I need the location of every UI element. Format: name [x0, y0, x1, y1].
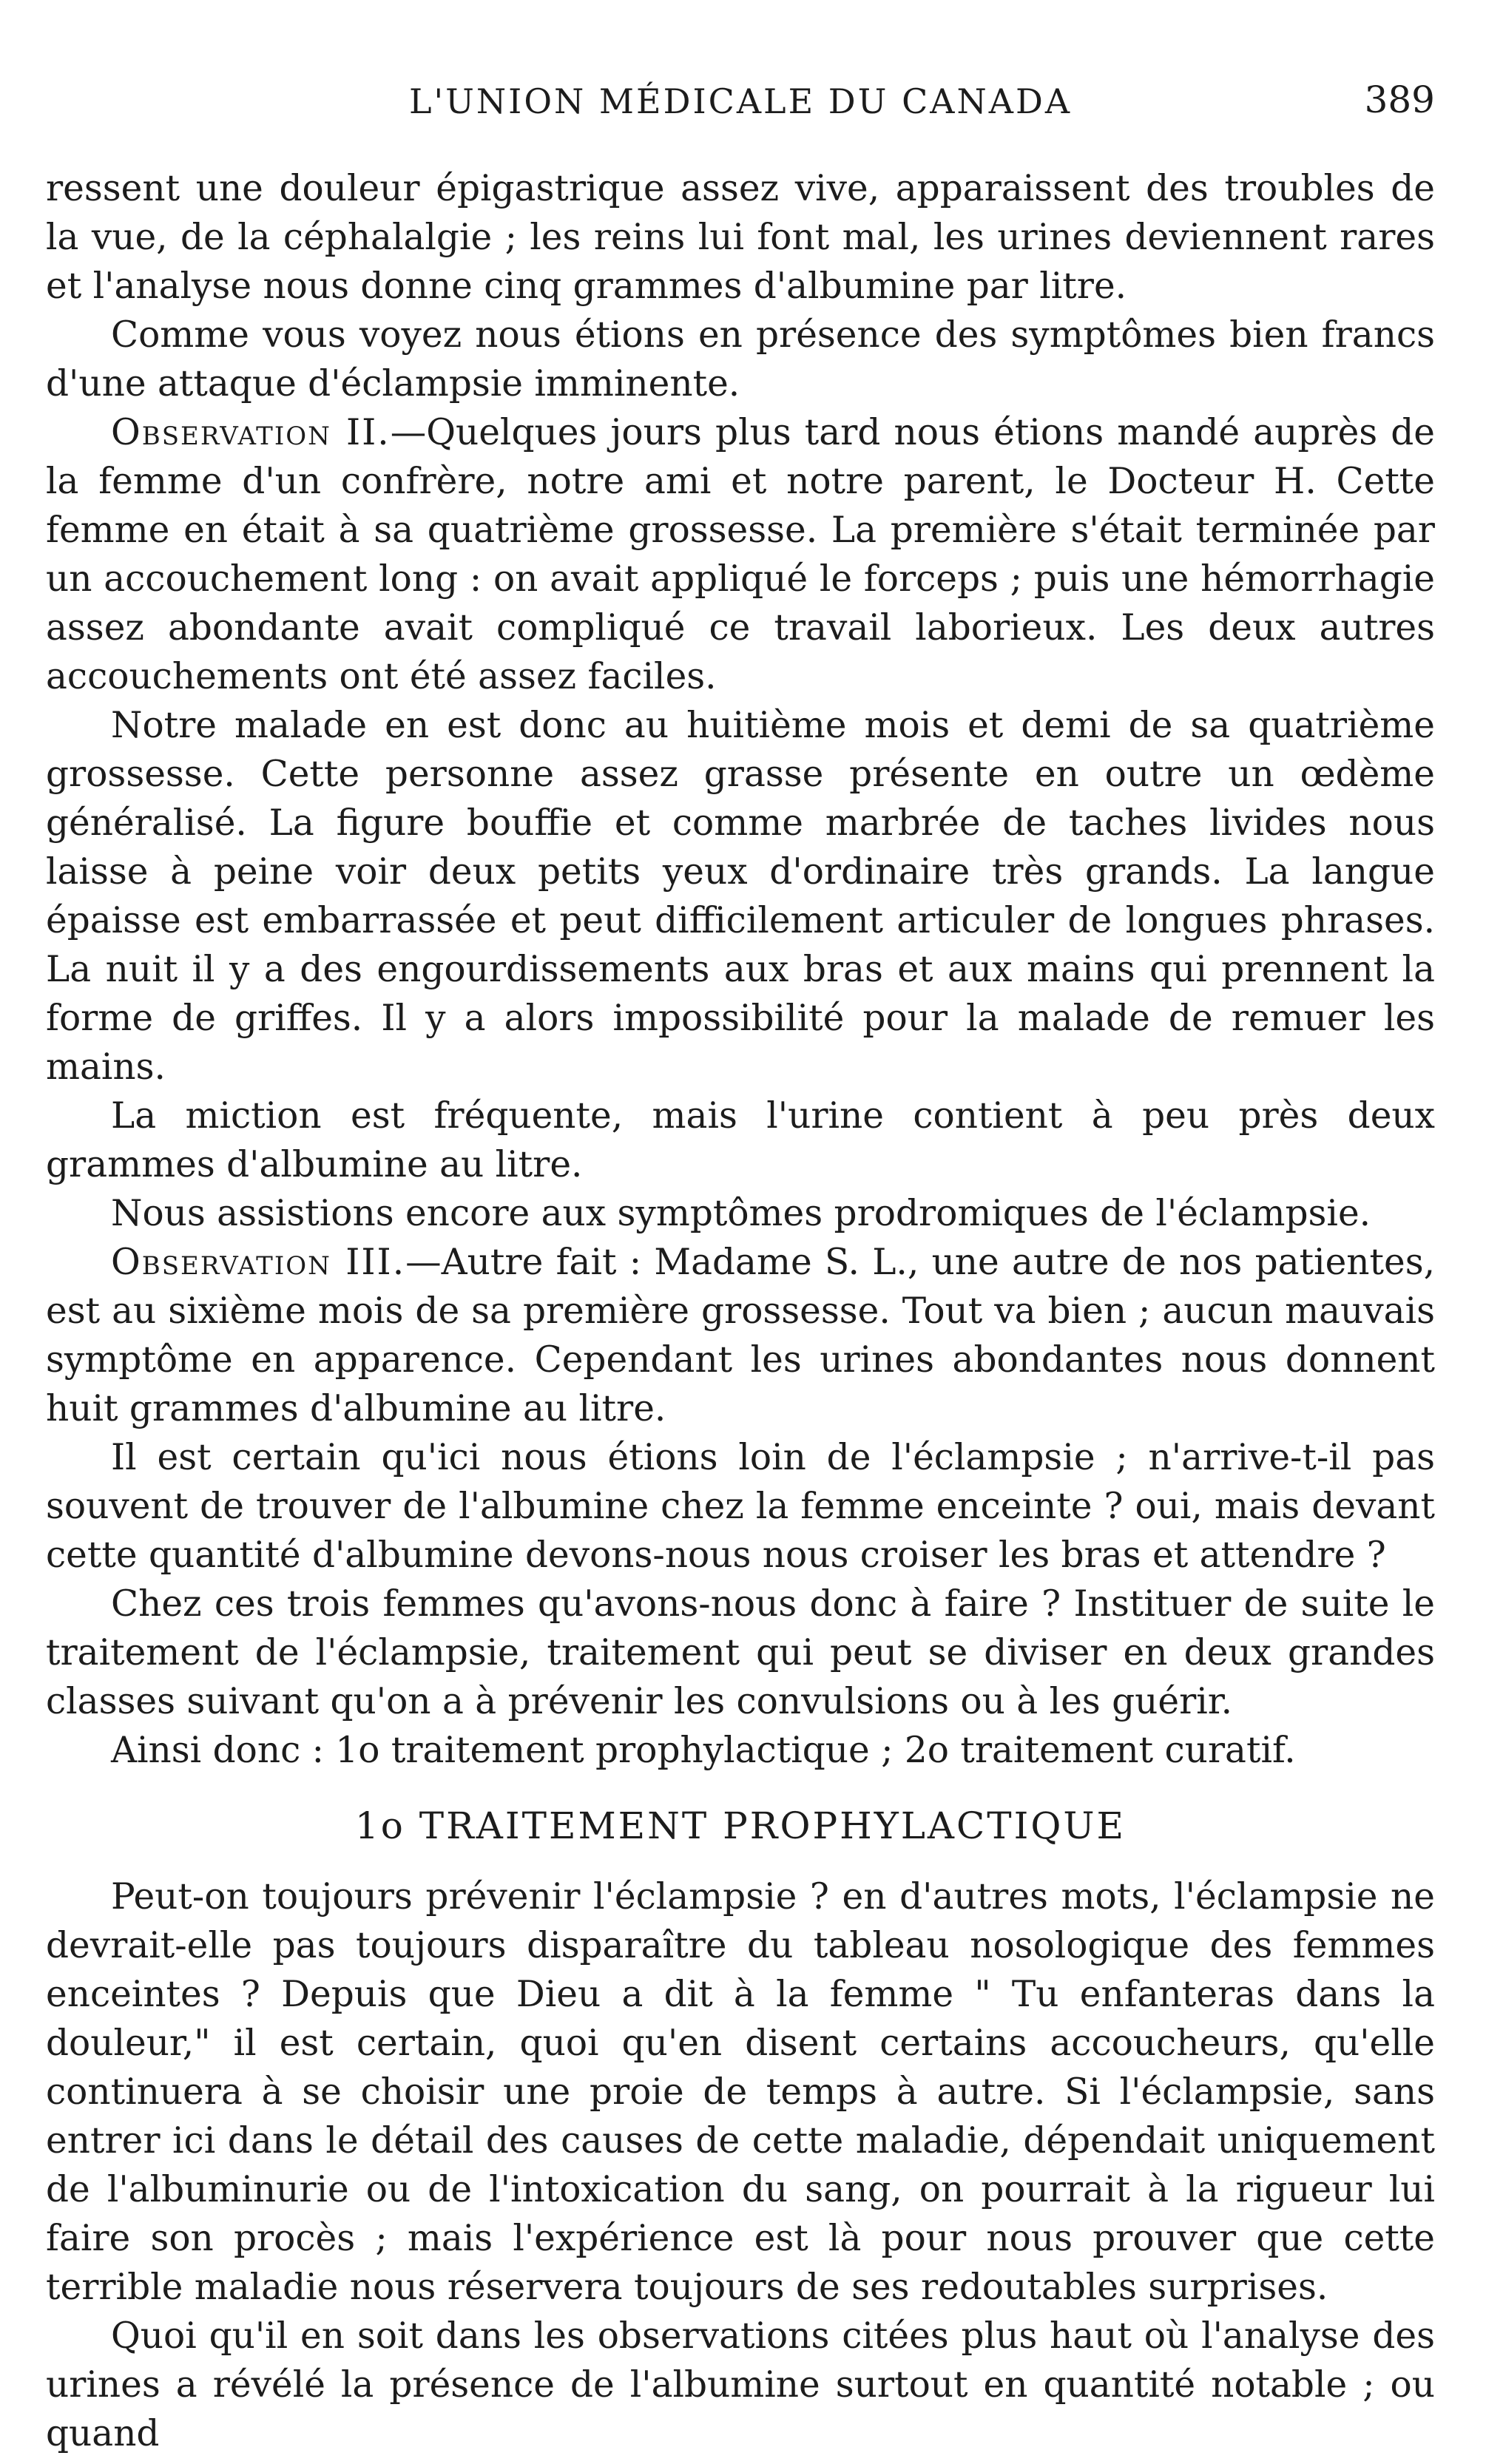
- observation-paragraph: [46, 408, 1435, 701]
- paragraph: Il est certain qu'ici nous étions loin de l'éclampsie ; n'arrive-t-il pas souvent de trouver de l'albumine chez la femme enceinte ? oui, mais devant cette quantité d'albumine devons-nous nous croiser les bras et attendre ?: [46, 1437, 1435, 1576]
- paragraph: La miction est fréquente, mais l'urine contient à peu près deux grammes d'albumine au litre.: [46, 1095, 1435, 1185]
- observation-label: Observation II.: [111, 412, 391, 453]
- body-text: [46, 164, 1435, 2458]
- section-title: 1o TRAITEMENT PROPHYLACTIQUE: [354, 1804, 1127, 1847]
- observation-text: —Quelques jours plus tard nous étions mandé auprès de la femme d'un confrère, notre ami et notre parent, le Docteur H. Cette femme en était à sa quatrième grossesse. La première s'était terminée par un accouchement long : on avait appliqué le forceps ; puis une hémorrhagie assez abondante avait compliqué ce travail laborieux. Les deux autres accouchements ont été assez faciles.: [46, 412, 1435, 697]
- paragraph: Chez ces trois femmes qu'avons-nous donc à faire ? Instituer de suite le traitement de l'éclampsie, traitement qui peut se diviser en deux grandes classes suivant qu'on a à prévenir les convulsions ou à les guérir.: [46, 1583, 1435, 1722]
- paragraph: Notre malade en est donc au huitième mois et demi de sa quatrième grossesse. Cette personne assez grasse présente en outre un œdème généralisé. La figure bouffie et comme marbrée de taches livides nous laisse à peine voir deux petits yeux d'ordinaire très grands. La langue épaisse est embarrassée et peut difficilement articuler de longues phrases. La nuit il y a des engourdissements aux bras et aux mains qui prennent la forme de griffes. Il y a alors impossibilité pour la malade de remuer les mains.: [46, 705, 1435, 1088]
- paragraph: Quoi qu'il en soit dans les observations citées plus haut où l'analyse des urines a révélé la présence de l'albumine surtout en quantité notable ; ou quand: [46, 2315, 1435, 2454]
- page-number: 389: [1364, 78, 1435, 121]
- paragraph: Ainsi donc : 1o traitement prophylactique ; 2o traitement curatif.: [111, 1730, 1296, 1771]
- observation-paragraph: [46, 1238, 1435, 1433]
- running-title: L'UNION MÉDICALE DU CANADA: [408, 81, 1073, 121]
- observation-text: —Autre fait : Madame S. L., une autre de nos patientes, est au sixième mois de sa première grossesse. Tout va bien ; aucun mauvais symptôme en apparence. Cependant les urines abondantes nous donnent huit grammes d'albumine au litre.: [46, 1242, 1436, 1429]
- observation-label: Observation III.: [111, 1242, 406, 1283]
- paragraph: Comme vous voyez nous étions en présence des symptômes bien francs d'une attaque d'éclampsie imminente.: [46, 314, 1435, 405]
- paragraph: Peut-on toujours prévenir l'éclampsie ? en d'autres mots, l'éclampsie ne devrait-elle pas toujours disparaître du tableau nosologique des femmes enceintes ? Depuis que Dieu a dit à la femme " Tu enfanteras dans la douleur," il est certain, quoi qu'en disent certains accoucheurs, qu'elle continuera à se choisir une proie de temps à autre. Si l'éclampsie, sans entrer ici dans le détail des causes de cette maladie, dépendait uniquement de l'albuminurie ou de l'intoxication du sang, on pourrait à la rigueur lui faire son procès ; mais l'expérience est là pour nous prouver que cette terrible maladie nous réservera toujours de ses redoutables surprises.: [46, 1876, 1435, 2308]
- paragraph: Nous assistions encore aux symptômes prodromiques de l'éclampsie.: [111, 1193, 1371, 1234]
- page-header: [46, 74, 1435, 126]
- paragraph: ressent une douleur épigastrique assez vive, apparaissent des troubles de la vue, de la céphalalgie ; les reins lui font mal, les urines deviennent rares et l'analyse nous donne cinq grammes d'albumine par litre.: [46, 168, 1435, 307]
